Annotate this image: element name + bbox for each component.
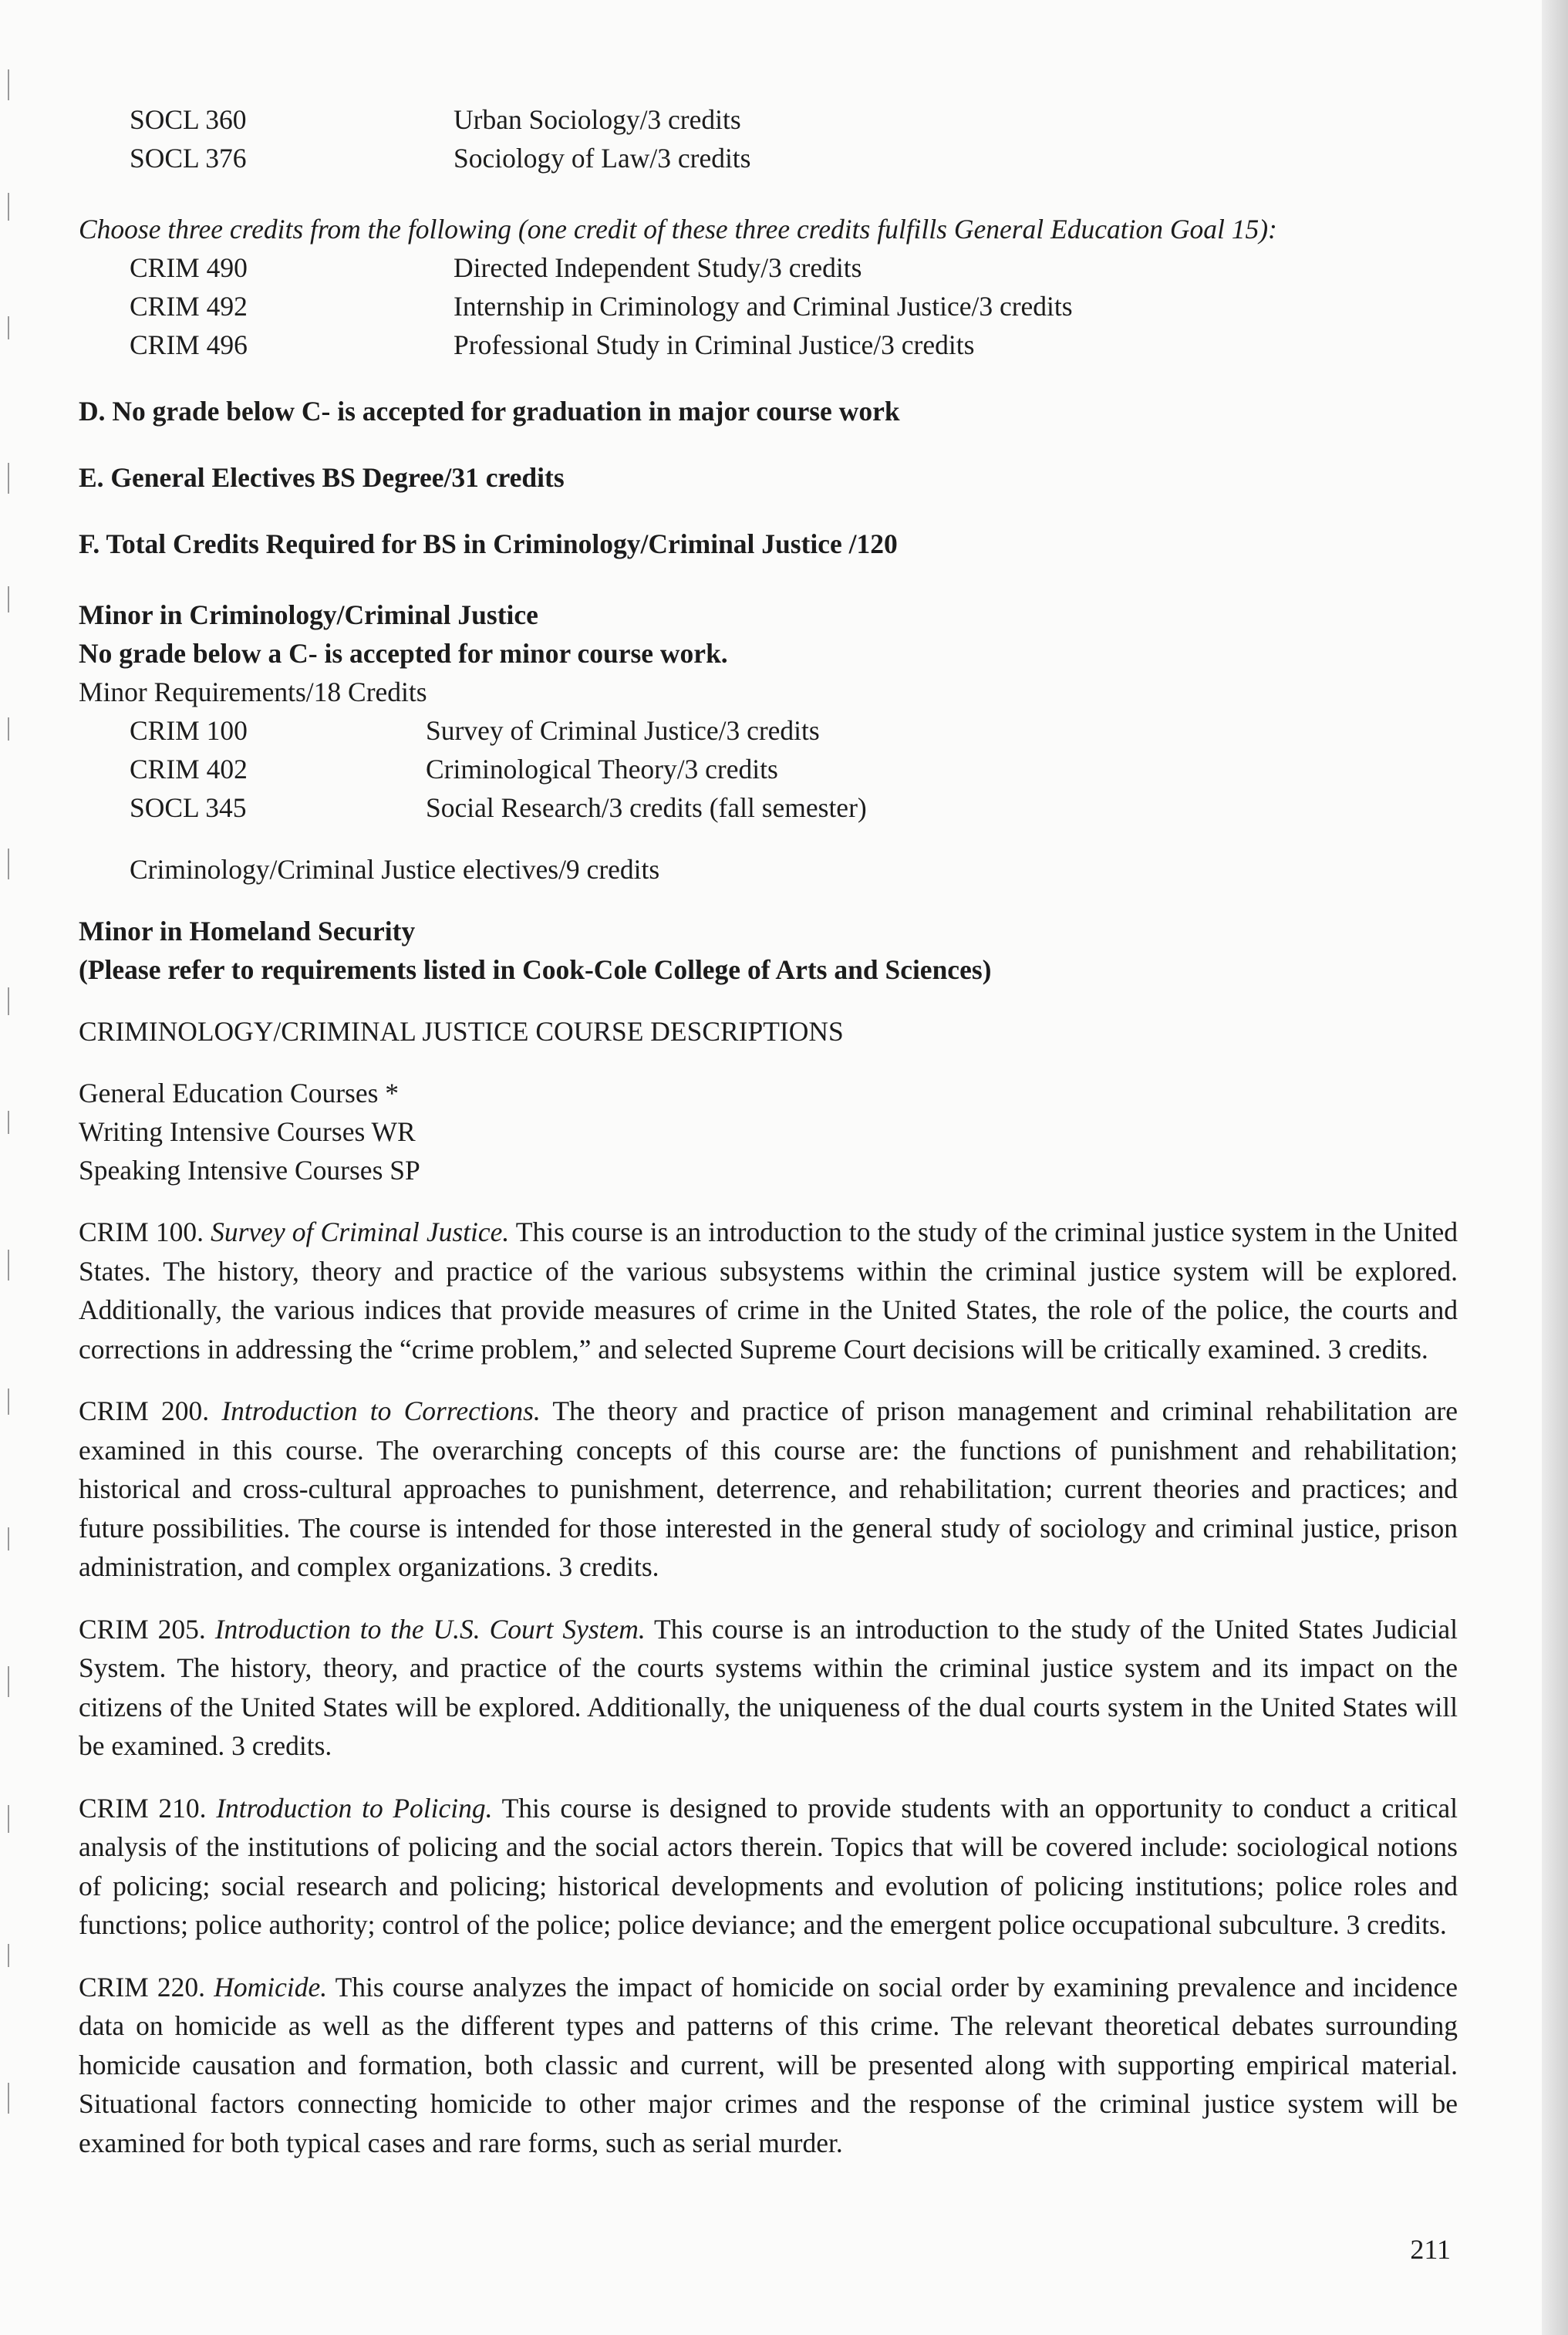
minor-electives: Criminology/Criminal Justice electives/9 credits	[130, 854, 660, 885]
course-code: SOCL 376	[130, 143, 247, 174]
course-body: The theory and practice of prison management and criminal rehabilitation are examined in this course. The overarching concepts of this course are: the functions of punishment and rehabilitation; historical and cross-cultural approaches to punishment, deterrence, and rehabilitation; current theories and practices; and future possibilities. The course is intended for those interested in the general study of sociology and criminal justice, prison administration, and complex organizations. 3 credits.	[79, 1395, 1458, 1582]
course-code: CRIM 200.	[79, 1395, 210, 1426]
legend-item: General Education Courses *	[79, 1078, 400, 1108]
choose-list	[79, 248, 1458, 364]
page-number: 211	[1410, 2234, 1451, 2265]
list-item	[79, 248, 1458, 287]
list-item	[79, 139, 1458, 177]
course-code: CRIM 496	[130, 329, 248, 360]
course-name: Introduction to Policing.	[216, 1792, 493, 1824]
course-title: Criminological Theory/3 credits	[426, 754, 778, 785]
course-code: SOCL 360	[130, 104, 247, 135]
list-item	[79, 711, 1458, 750]
course-code: CRIM 490	[130, 252, 248, 283]
course-code: CRIM 100.	[79, 1216, 204, 1247]
minor-crim-heading: Minor in Criminology/Criminal Justice	[79, 599, 538, 630]
descriptions-heading: CRIMINOLOGY/CRIMINAL JUSTICE COURSE DESCRIPTIONS	[79, 1016, 844, 1047]
course-description-crim-205	[79, 1610, 1458, 1766]
course-title: Survey of Criminal Justice/3 credits	[426, 715, 820, 746]
minor-grade-note: No grade below a C- is accepted for minor course work.	[79, 638, 728, 669]
course-title: Directed Independent Study/3 credits	[454, 252, 862, 283]
course-body: This course analyzes the impact of homicide on social order by examining prevalence and incidence data on homicide as well as the different types and patterns of this crime. The relevant theoretical debates surrounding homicide causation and formation, both classic and current, will be presented along with supporting empirical material. Situational factors connecting homicide to other major crimes and the response of the criminal justice system will be examined for both typical cases and rare forms, such as serial murder.	[79, 1971, 1458, 2158]
minor-requirements-label: Minor Requirements/18 Credits	[79, 677, 427, 707]
legend-item: Speaking Intensive Courses SP	[79, 1155, 420, 1186]
course-title: Professional Study in Criminal Justice/3 credits	[454, 329, 975, 360]
course-code: CRIM 220.	[79, 1971, 206, 2003]
list-item	[79, 788, 1458, 827]
page-edge-shadow	[1542, 0, 1568, 2335]
course-code: SOCL 345	[130, 792, 247, 823]
legend	[79, 1074, 1458, 1189]
course-code: CRIM 210.	[79, 1792, 207, 1824]
choose-note: Choose three credits from the following (one credit of these three credits fulfills General Education Goal 15):	[79, 214, 1277, 245]
list-item	[79, 100, 1458, 139]
list-item	[79, 287, 1458, 326]
course-description-crim-100	[79, 1213, 1458, 1368]
course-code: CRIM 205.	[79, 1613, 206, 1645]
course-list-top	[79, 100, 1458, 177]
course-title: Social Research/3 credits (fall semester)	[426, 792, 867, 823]
list-item	[79, 326, 1458, 364]
course-name: Introduction to the U.S. Court System.	[214, 1613, 646, 1645]
course-title: Sociology of Law/3 credits	[454, 143, 751, 174]
legend-item: Writing Intensive Courses WR	[79, 1116, 416, 1147]
course-description-crim-220	[79, 1968, 1458, 2163]
requirement-d: D. No grade below C- is accepted for graduation in major course work	[79, 396, 900, 427]
minor-homeland-heading: Minor in Homeland Security	[79, 916, 416, 946]
course-title: Internship in Criminology and Criminal Justice/3 credits	[454, 291, 1073, 322]
course-name: Introduction to Corrections.	[221, 1395, 541, 1426]
course-title: Urban Sociology/3 credits	[454, 104, 741, 135]
course-body: This course is designed to provide students with an opportunity to conduct a critical analysis of the institutions of policing and the social actors therein. Topics that will be covered include: sociological notions of policing; social research and policing; historical developments and evolution of policing institutions; police roles and functions; police authority; control of the police; police deviance; and the emergent police occupational subculture. 3 credits.	[79, 1792, 1458, 1940]
page-content	[79, 100, 1458, 2162]
requirement-f: F. Total Credits Required for BS in Criminology/Criminal Justice /120	[79, 528, 898, 559]
list-item	[79, 750, 1458, 788]
course-name: Survey of Criminal Justice.	[211, 1216, 510, 1247]
course-code: CRIM 492	[130, 291, 248, 322]
course-code: CRIM 100	[130, 715, 248, 746]
course-name: Homicide.	[214, 1971, 328, 2003]
requirement-e: E. General Electives BS Degree/31 credits	[79, 462, 565, 493]
course-description-crim-210	[79, 1789, 1458, 1945]
course-body: This course is an introduction to the study of the criminal justice system in the United States. The history, theory and practice of the various subsystems within the criminal justice system will be explored. Additionally, the various indices that provide measures of crime in the United States, the role of the police, the courts and corrections in addressing the “crime problem,” and selected Supreme Court decisions will be critically examined. 3 credits.	[79, 1216, 1458, 1365]
minor-homeland-note: (Please refer to requirements listed in Cook-Cole College of Arts and Sciences)	[79, 954, 992, 985]
course-description-crim-200	[79, 1392, 1458, 1587]
course-code: CRIM 402	[130, 754, 248, 785]
minor-course-list	[79, 711, 1458, 827]
course-body: This course is an introduction to the study of the United States Judicial System. The history, theory, and practice of the courts systems within the criminal justice system and its impact on the citizens of the United States will be explored. Additionally, the uniqueness of the dual courts system in the United States will be examined. 3 credits.	[79, 1613, 1458, 1761]
binding-marks	[8, 0, 11, 2335]
